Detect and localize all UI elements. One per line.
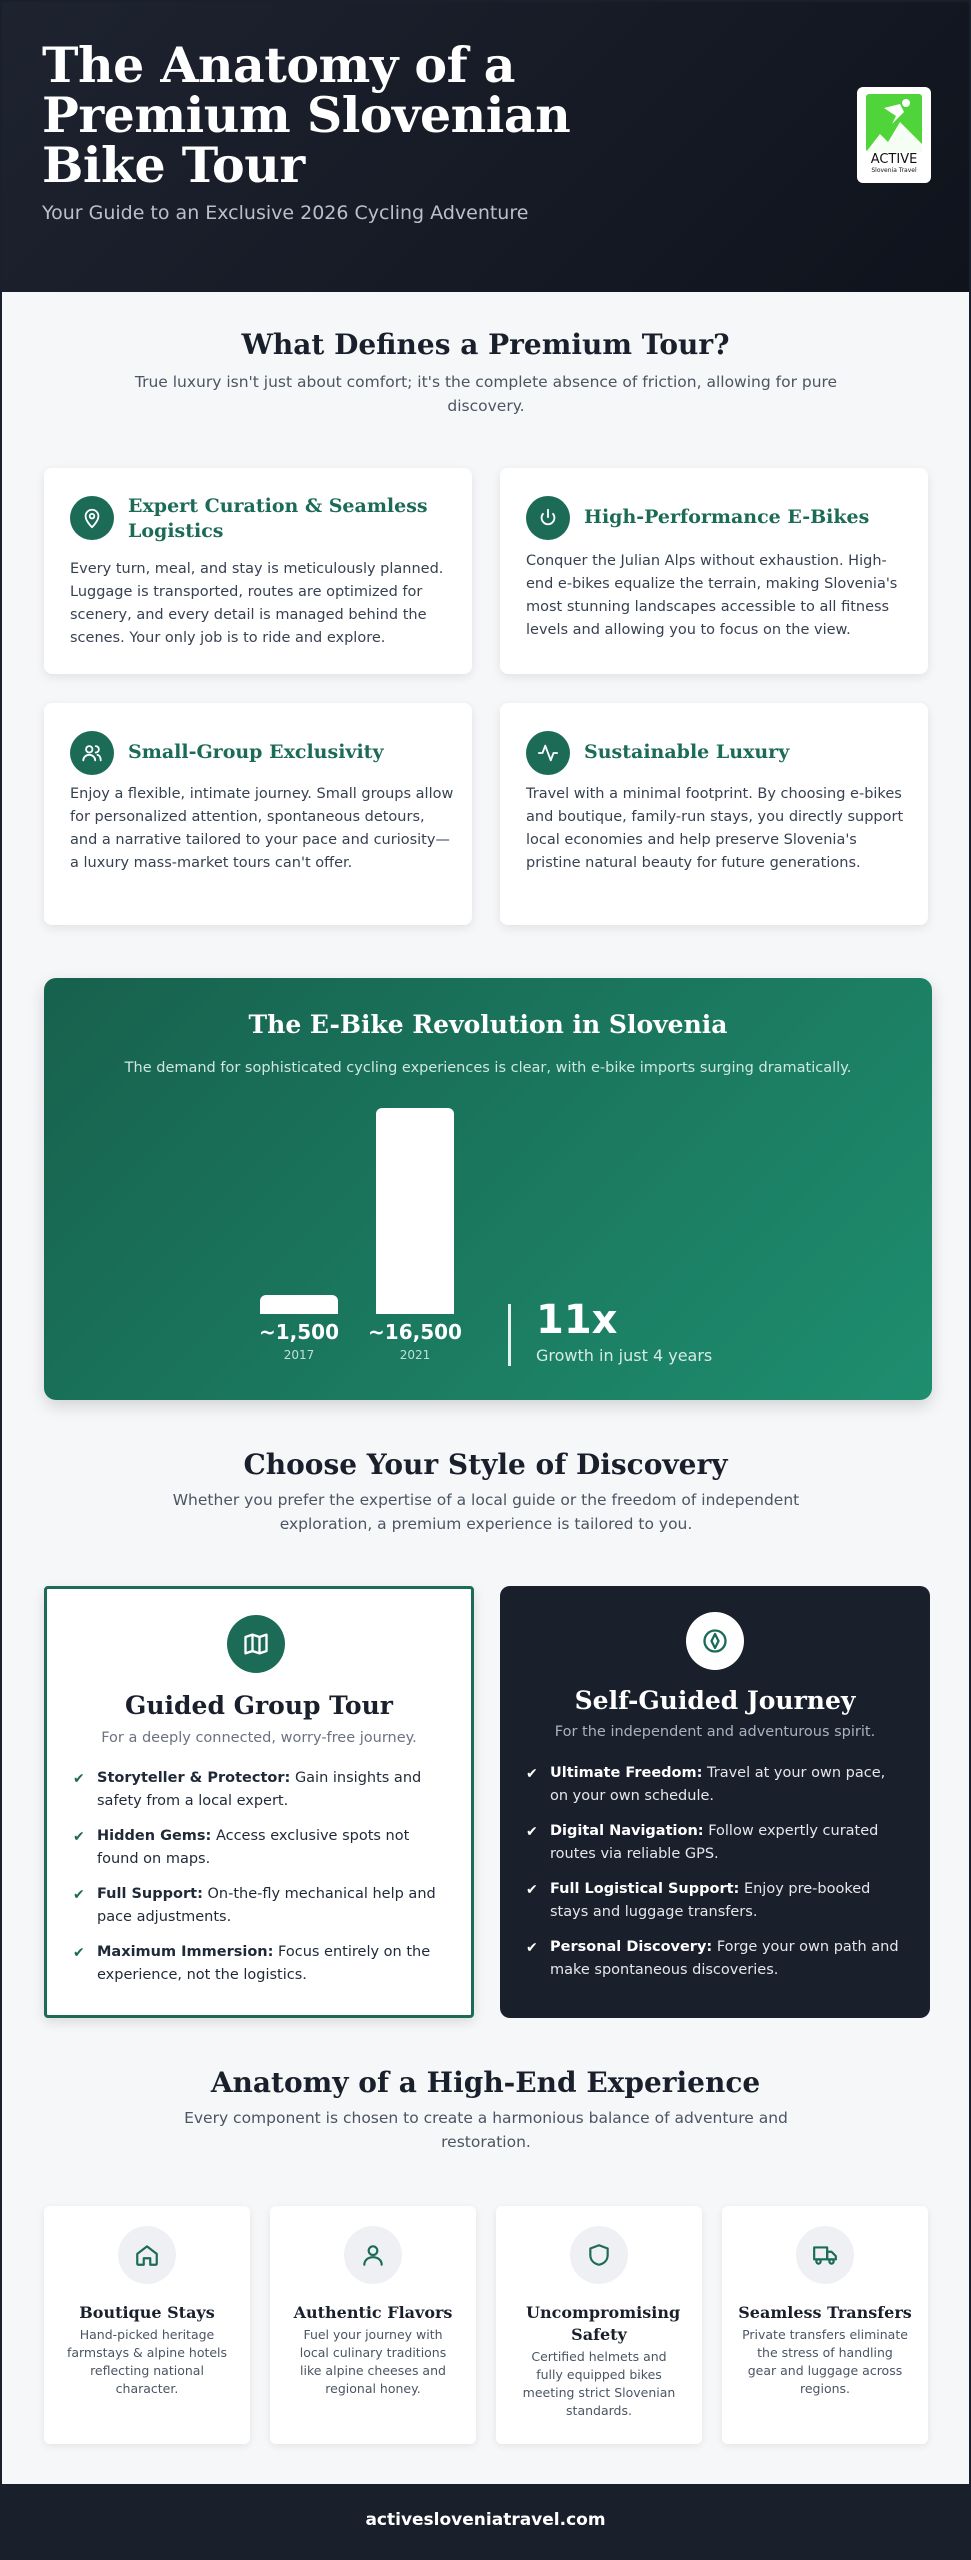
anatomy-card-transfers (722, 2206, 928, 2444)
list-item: ✔ Maximum Immersion: Focus entirely on the experience, not the logistics. (73, 1944, 431, 1983)
header-banner (2, 2, 969, 292)
ebike-title: The E-Bike Revolution in Slovenia (248, 1010, 728, 1039)
check-icon: ✔ (526, 1882, 538, 1898)
anatomy-card-body: Hand-picked heritage farmstays & alpine hotels reflecting national character. (66, 2327, 228, 2396)
anatomy-card-title: Seamless Transfers (738, 2303, 912, 2322)
list-item: ✔ Personal Discovery: Forge your own path and make spontaneous discoveries. (526, 1939, 899, 1978)
logo-text: ACTIVE (870, 152, 918, 167)
check-icon: ✔ (526, 1940, 538, 1956)
self-guided-feature-list (526, 1762, 906, 1994)
list-item: ✔ Hidden Gems: Access exclusive spots not found on maps. (73, 1828, 410, 1867)
bar-category-label: 2017 (283, 1348, 315, 1362)
check-icon: ✔ (73, 1887, 85, 1903)
ebike-stats-panel (44, 978, 932, 1400)
logo-mark-icon (866, 94, 922, 152)
anatomy-section-title: Anatomy of a High-End Experience (210, 2066, 761, 2099)
page-subtitle: Your Guide to an Exclusive 2026 Cycling Adventure (42, 202, 529, 224)
guided-feature-list (73, 1767, 453, 1999)
brand-logo[interactable] (857, 87, 931, 183)
check-icon: ✔ (73, 1771, 85, 1787)
feature-body: Conquer the Julian Alps without exhaustion. High-end e-bikes equalize the terrain, making Slovenia's most stunning landscapes accessible to all fitness levels and allowing you to focus on the view. (526, 553, 898, 638)
growth-value: 11x (536, 1297, 618, 1343)
styles-section-title: Choose Your Style of Discovery (243, 1448, 728, 1481)
feature-card-sustainable (500, 703, 928, 925)
chart-bar-2021 (376, 1108, 454, 1314)
self-guided-card[interactable] (500, 1586, 930, 2018)
feature-title: Sustainable Luxury (584, 741, 790, 763)
compass-icon (686, 1612, 744, 1670)
power-icon (526, 496, 570, 540)
check-icon: ✔ (526, 1824, 538, 1840)
page-title: The Anatomy of a Premium Slovenian Bike Tour (42, 36, 571, 194)
logo-subtext: Slovenia Travel (871, 167, 917, 174)
list-item: ✔ Storyteller & Protector: Gain insights and safety from a local expert. (73, 1770, 422, 1809)
guided-tour-card[interactable] (44, 1586, 474, 2018)
feature-title: High-Performance E-Bikes (584, 506, 870, 528)
feature-card-curation (44, 468, 472, 674)
website-link[interactable]: activesloveniatravel.com (365, 2510, 606, 2530)
feature-body: Every turn, meal, and stay is meticulously planned. Luggage is transported, routes are optimized for scenery, and every detail is managed behind the scenes. Your only job is to ride and explore. (70, 561, 444, 646)
anatomy-card-body: Fuel your journey with local culinary traditions like alpine cheeses and regional honey. (299, 2327, 447, 2396)
anatomy-section-description: Every component is chosen to create a harmonious balance of adventure and restoration. (184, 2109, 788, 2151)
feature-card-ebikes (500, 468, 928, 674)
check-icon: ✔ (73, 1945, 85, 1961)
users-icon (70, 731, 114, 775)
list-item: ✔ Full Logistical Support: Enjoy pre-booked stays and luggage transfers. (526, 1881, 871, 1920)
anatomy-card-body: Private transfers eliminate the stress of handling gear and luggage across regions. (742, 2327, 908, 2396)
bar-category-label: 2021 (399, 1348, 431, 1362)
check-icon: ✔ (73, 1829, 85, 1845)
feature-title: Expert Curation & Seamless Logistics (128, 495, 428, 542)
list-item: ✔ Full Support: On-the-fly mechanical help and pace adjustments. (73, 1886, 436, 1925)
list-item: ✔ Digital Navigation: Follow expertly curated routes via reliable GPS. (526, 1823, 879, 1862)
feature-body: Enjoy a flexible, intimate journey. Small groups allow for personalized attention, spontaneous detours, and a narrative tailored to your pace and curiosity—a luxury mass-market tours can't offer. (70, 786, 454, 871)
anatomy-card-title: Boutique Stays (79, 2303, 215, 2322)
ebike-subtitle: The demand for sophisticated cycling experiences is clear, with e-bike imports surging dramatically. (124, 1060, 852, 1076)
self-guided-title: Self-Guided Journey (574, 1686, 856, 1715)
premium-section-description: True luxury isn't just about comfort; it's the complete absence of friction, allowing for pure discovery. (134, 373, 838, 415)
shield-icon (570, 2226, 628, 2284)
bar-value-label: ~16,500 (368, 1320, 462, 1344)
map-pin-icon (70, 496, 114, 540)
anatomy-card-flavors (270, 2206, 476, 2444)
guided-title: Guided Group Tour (125, 1691, 393, 1720)
feature-card-small-group (44, 703, 472, 925)
premium-section-title: What Defines a Premium Tour? (241, 328, 730, 361)
anatomy-card-title: Authentic Flavors (293, 2303, 453, 2322)
feature-title: Small-Group Exclusivity (128, 741, 384, 763)
truck-icon (796, 2226, 854, 2284)
check-icon: ✔ (526, 1766, 538, 1782)
home-icon (118, 2226, 176, 2284)
guided-subtitle: For a deeply connected, worry-free journey. (101, 1730, 417, 1746)
bar-value-label: ~1,500 (258, 1320, 340, 1344)
anatomy-card-stays (44, 2206, 250, 2444)
stat-divider (508, 1304, 511, 1366)
growth-label: Growth in just 4 years (536, 1346, 713, 1365)
activity-icon (526, 731, 570, 775)
chart-bar-2017 (260, 1295, 338, 1314)
anatomy-card-title: Uncompromising Safety (526, 2303, 681, 2344)
list-item: ✔ Ultimate Freedom: Travel at your own pace, on your own schedule. (526, 1765, 886, 1804)
feature-body: Travel with a minimal footprint. By choosing e-bikes and boutique, family-run stays, you directly support local economies and help preserve Slovenia's pristine natural beauty for future generations. (526, 786, 904, 871)
footer (2, 2484, 969, 2558)
self-guided-subtitle: For the independent and adventurous spirit. (554, 1724, 876, 1740)
anatomy-card-body: Certified helmets and fully equipped bikes meeting strict Slovenian standards. (522, 2349, 676, 2418)
styles-section-description: Whether you prefer the expertise of a local guide or the freedom of independent exploration, a premium experience is tailored to you. (172, 1491, 800, 1533)
map-icon (227, 1615, 285, 1673)
anatomy-card-safety (496, 2206, 702, 2444)
user-icon (344, 2226, 402, 2284)
